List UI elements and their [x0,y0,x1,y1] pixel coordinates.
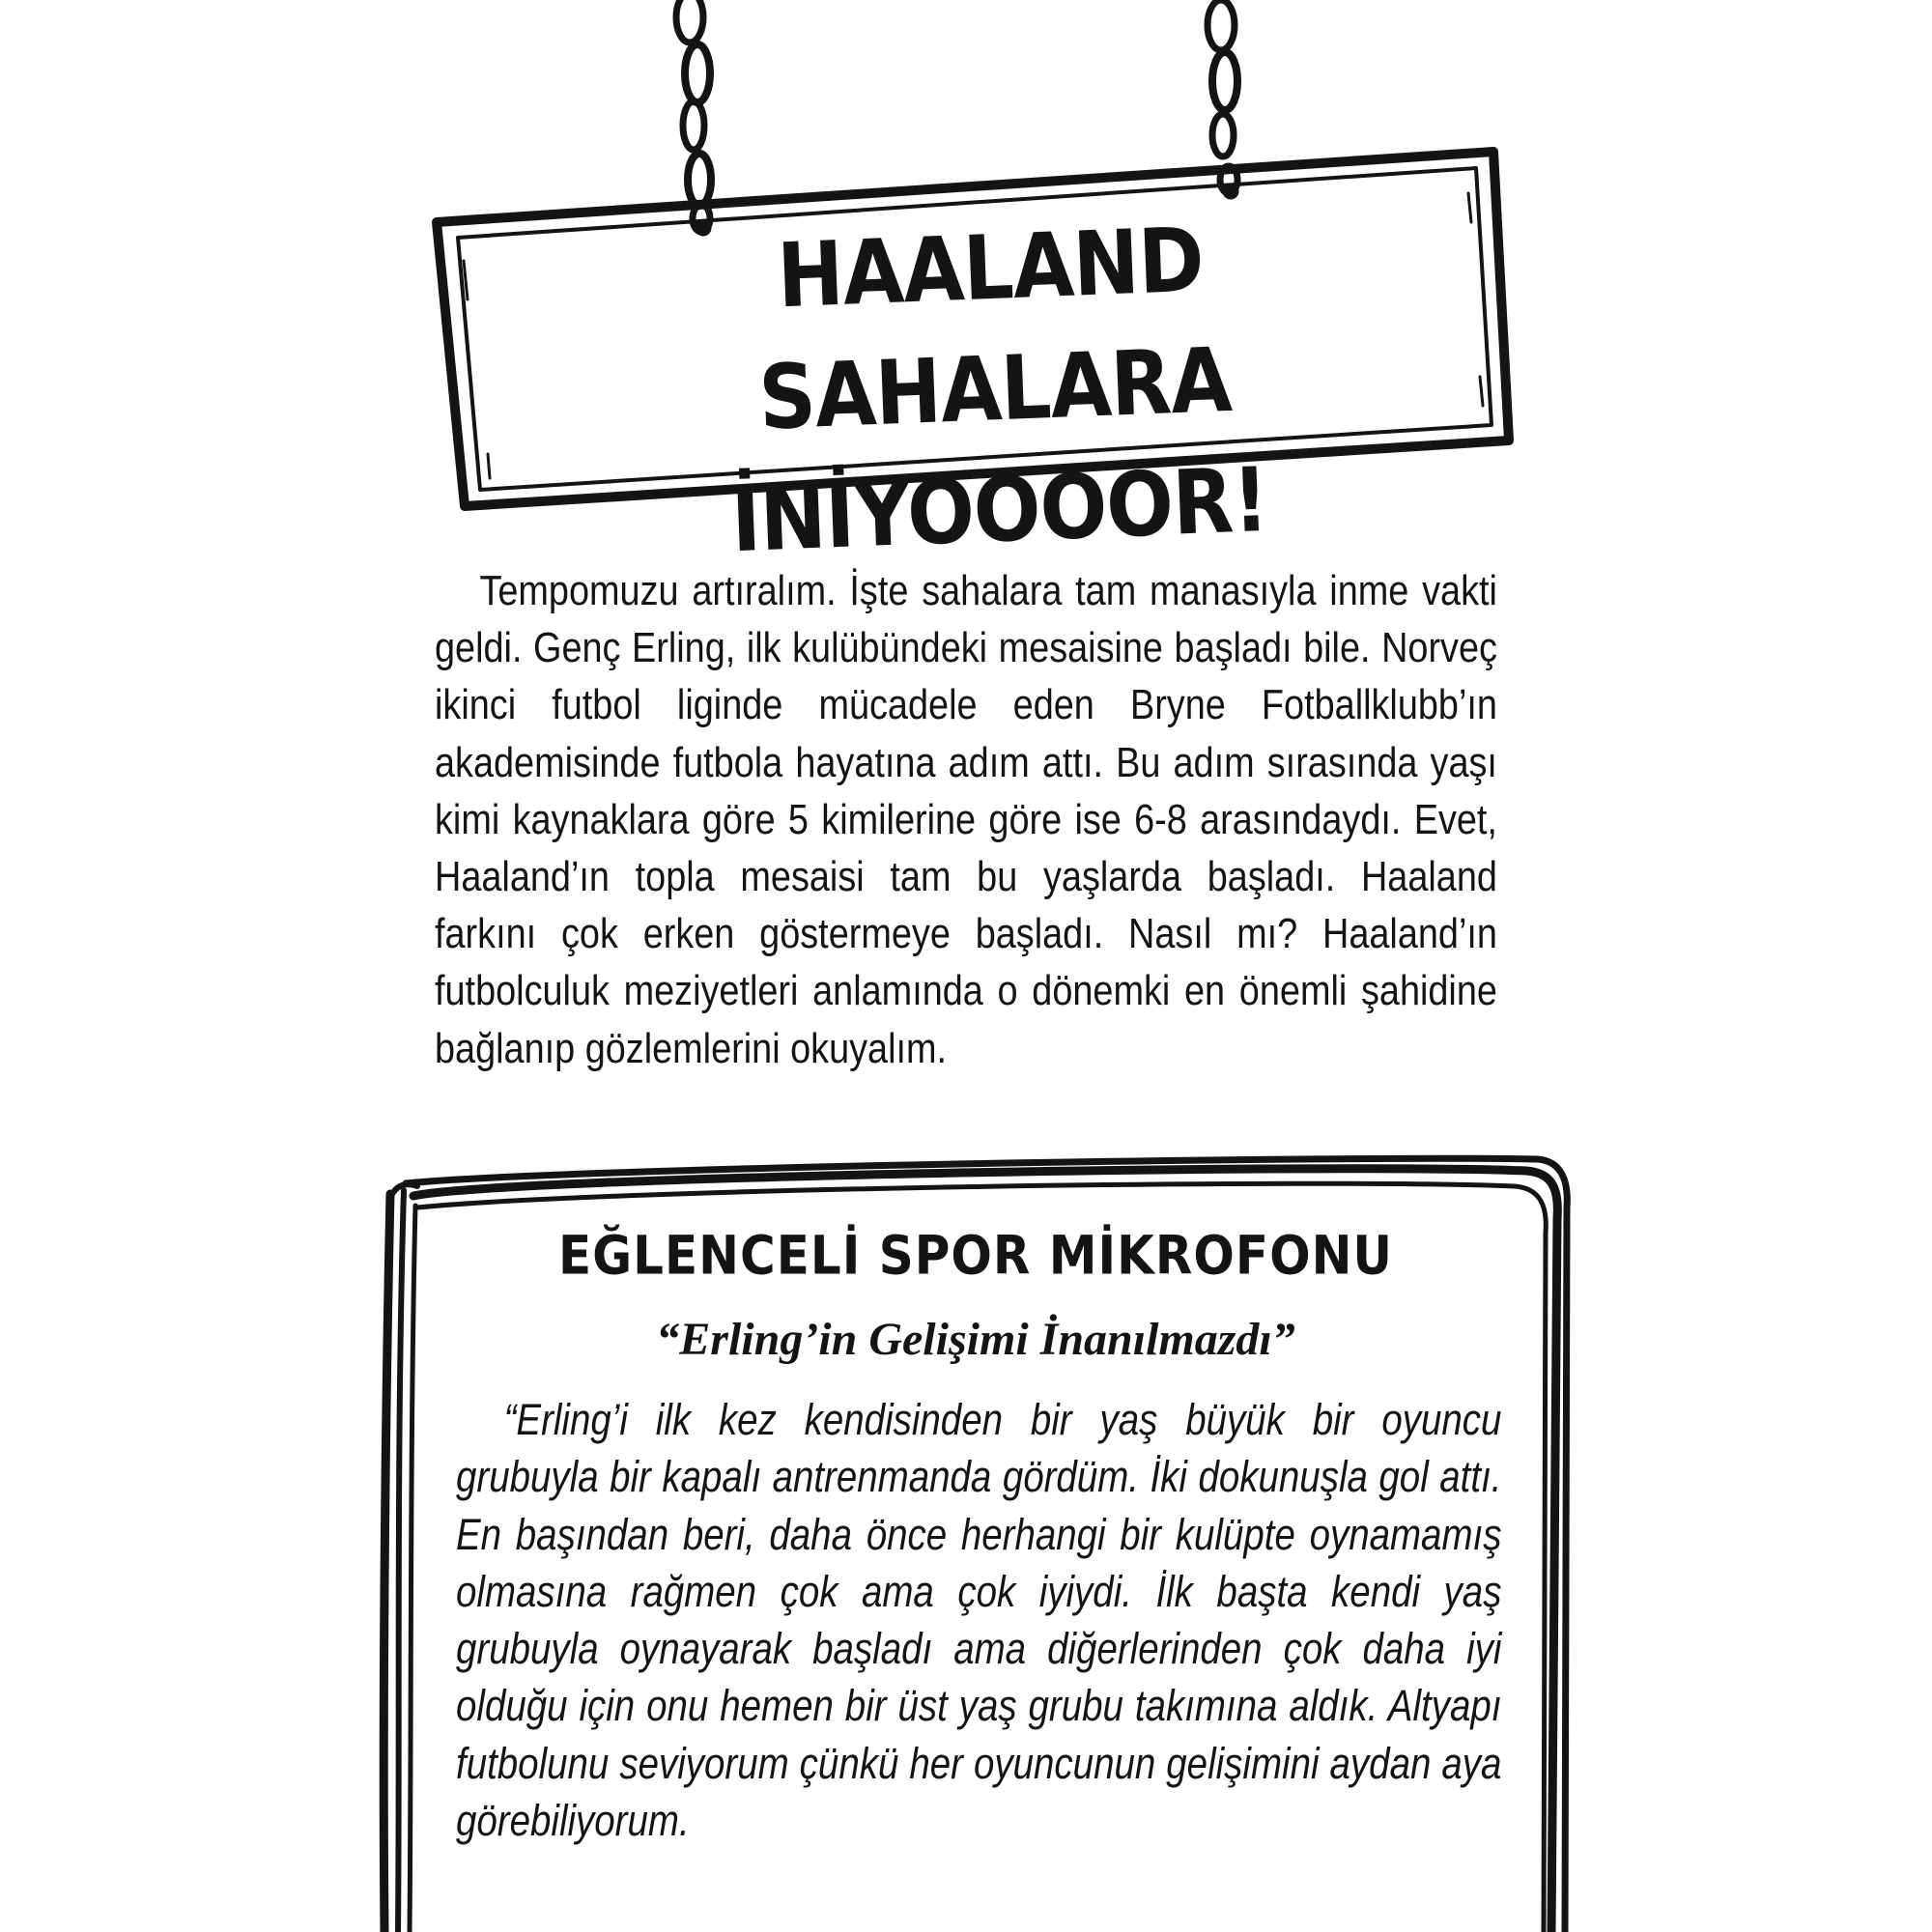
box-heading: EĞLENCELİ SPOR MİKROFONU [557,1225,1394,1287]
sign-title-line1: HAALAND [775,209,1206,328]
box-subtitle: “Erling’in Gelişimi İnanılmazdı” [656,1314,1295,1365]
left-chain [676,0,711,233]
sign-title-line2: SAHALARA İNİYOOOOR! [729,328,1270,573]
sign-title [534,191,1456,589]
box-quote: “Erling’i ilk kez kendisinden bir yaş büyük bir oyuncu grubuyla bir kapalı antrenmanda gördüm. İki dokunuşla gol attı. En başından beri, daha önce herhangi bir kulüpte oynamamış olmasına rağmen çok ama çok iyiydi. İlk başta kendi yaş grubuyla oynayarak başladı ama diğerlerinden çok daha iyi olduğu için onu hemen bir üst yaş grubu takımına aldık. Altyapı futbolunu seviyorum çünkü her oyuncunun gelişimini aydan aya görebiliyorum. [456,1395,1502,1846]
body-paragraph: Tempomuzu artıralım. İşte sahalara tam manasıyla inme vakti geldi. Genç Erling, ilk kulübündeki mesaisine başladı bile. Norveç ikinci futbol liginde mücadele eden Bryne Fotballklubb’ın akademisinde futbola hayatına adım attı. Bu adım sırasında yaşı kimi kaynaklara göre 5 kimilerine göre ise 6-8 arasındaydı. Evet, Haaland’ın topla mesaisi tam bu yaşlarda başladı. Haaland farkını çok erken göstermeye başladı. Nasıl mı? Haaland’ın futbolculuk meziyetleri anlamında o dönemki en önemli şahidine bağlanıp gözlemlerini okuyalım. [435,567,1497,1072]
